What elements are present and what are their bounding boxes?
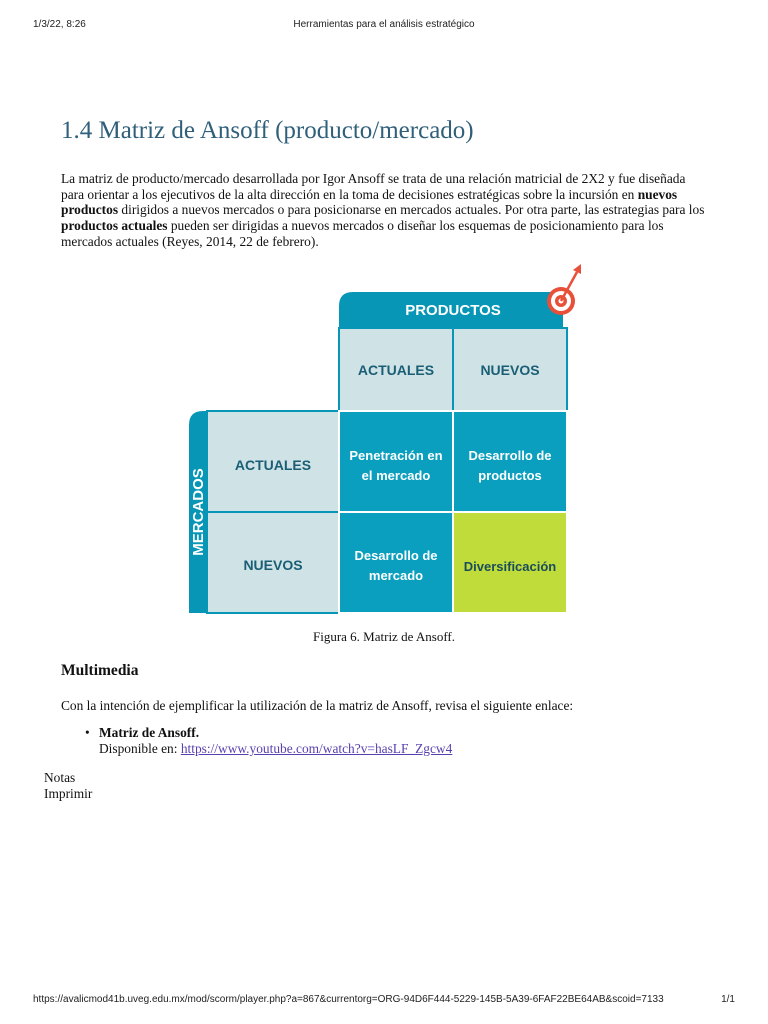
- intro-text-2: dirigidos a nuevos mercados o para posicionarse en mercados actuales. Por otra parte, las estrategias para los: [118, 202, 705, 218]
- cell-desarrollo-mercado-line1: Desarrollo de: [354, 548, 438, 563]
- section-title: 1.4 Matriz de Ansoff (producto/mercado): [61, 117, 474, 144]
- products-header-label: PRODUCTOS: [405, 302, 501, 319]
- cell-desarrollo-productos-line2: productos: [478, 468, 542, 483]
- intro-bold-nuevos-productos: nuevos productos: [61, 186, 678, 218]
- figure-caption: Figura 6. Matriz de Ansoff.: [312, 629, 456, 644]
- intro-text-1: La matriz de producto/mercado desarrollada por Igor Ansoff se trata de una relación matricial de 2X2 y fue diseñada para orientar a los ejecutivos de la alta dirección en la toma de decisiones estratégicas sobre la incursión en: [61, 171, 686, 202]
- row-label-actuales: ACTUALES: [234, 457, 312, 473]
- bullet-icon: •: [85, 725, 90, 740]
- cell-diversificacion-label: Diversificación: [463, 559, 557, 574]
- print-link[interactable]: Imprimir: [44, 786, 93, 801]
- notes-link[interactable]: Notas: [44, 770, 76, 785]
- cell-desarrollo-productos-line1: Desarrollo de: [468, 448, 552, 463]
- cell-desarrollo-mercado-line2: mercado: [368, 568, 424, 583]
- row-label-nuevos: NUEVOS: [243, 557, 303, 573]
- print-page-title: Herramientas para el análisis estratégico: [293, 19, 475, 30]
- target-icon: [547, 264, 581, 315]
- multimedia-list: [85, 725, 453, 757]
- print-footer-url: https://avalicmod41b.uveg.edu.mx/mod/scorm/player.php?a=867&currentorg=ORG-94D6F444-5229-145B-5A39-6FAF22BE64AB&scoid=7133: [33, 994, 664, 1005]
- intro-bold-productos-actuales: productos actuales: [61, 218, 168, 234]
- print-page-number: 1/1: [721, 994, 735, 1005]
- intro-text-3: pueden ser dirigidas a nuevos mercados o diseñar los esquemas de posicionamiento para los mercados actuales (Reyes, 2014, 22 de febrero).: [61, 218, 664, 249]
- col-label-actuales: ACTUALES: [357, 362, 435, 378]
- list-item: [85, 725, 453, 757]
- cell-penetracion-line2: el mercado: [361, 468, 431, 483]
- intro-paragraph: [61, 171, 709, 250]
- ansoff-matrix-figure: [185, 258, 591, 620]
- youtube-link[interactable]: https://www.youtube.com/watch?v=hasLF_Zgcw4: [180, 741, 453, 756]
- cell-penetracion-line1: Penetración en: [349, 448, 443, 463]
- col-label-nuevos: NUEVOS: [480, 362, 540, 378]
- available-label: Disponible en:: [99, 741, 181, 756]
- multimedia-text: Con la intención de ejemplificar la utilización de la matriz de Ansoff, revisa el siguiente enlace:: [61, 698, 574, 713]
- resource-title: Matriz de Ansoff.: [99, 725, 200, 740]
- actions-block: [44, 770, 92, 802]
- print-datetime: 1/3/22, 8:26: [33, 19, 86, 30]
- markets-header-label: MERCADOS: [190, 468, 207, 556]
- multimedia-heading: Multimedia: [61, 662, 139, 679]
